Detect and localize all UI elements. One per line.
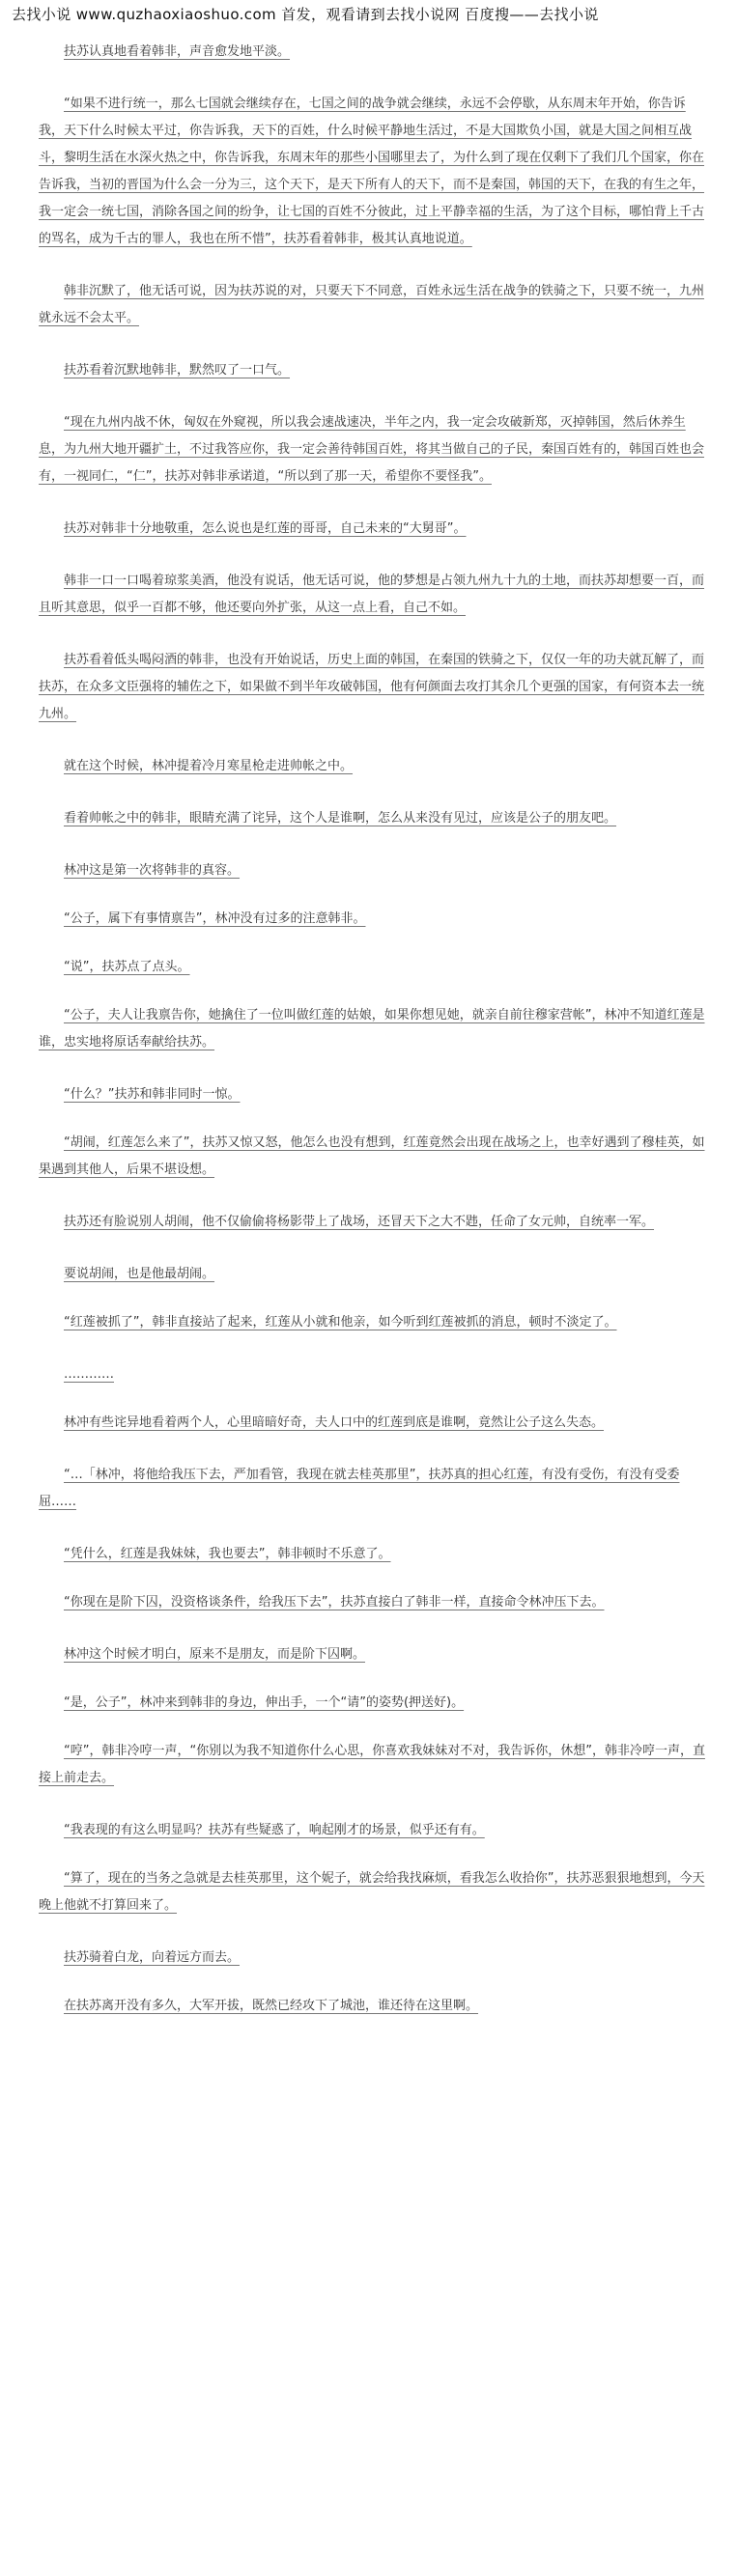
paragraph: “什么？”扶苏和韩非同时一惊。	[64, 1087, 241, 1102]
paragraph: “你现在是阶下囚，没资格谈条件，给我压下去”，扶苏直接白了韩非一样，直接命令林冲压下去。	[64, 1595, 605, 1610]
paragraph: 扶苏骑着白龙，向着远方而去。	[64, 1950, 241, 1965]
paragraph: “凭什么，红莲是我妹妹，我也要去”，韩非顿时不乐意了。	[64, 1547, 391, 1561]
paragraph: 看着帅帐之中的韩非，眼睛充满了诧异，这个人是谁啊，怎么从来没有见过，应该是公子的朋友吧。	[64, 811, 617, 826]
paragraph: 扶苏看着低头喝闷酒的韩非，也没有开始说话，历史上面的韩国，在秦国的铁骑之下，仅仅一年的功夫就瓦解了，而扶苏，在众多文臣强将的辅佐之下，如果做不到半年攻破韩国，他有何颜面去攻打其余几个更强的国家，有何资本去一统九州。	[39, 653, 705, 721]
paragraph: 扶苏对韩非十分地敬重，怎么说也是红莲的哥哥，自己未来的“大舅哥”。	[64, 521, 467, 536]
paragraph: “现在九州内战不休，匈奴在外窥视，所以我会速战速决，半年之内，我一定会攻破新郑，灭掉韩国，然后休养生息，为九州大地开疆扩土，不过我答应你，我一定会善待韩国百姓，将其当做自己的子民，秦国百姓有的，韩国百姓也会有，一视同仁，“仁”，扶苏对韩非承诺道，“所以到了那一天，希望你不要怪我”。	[39, 415, 705, 484]
paragraph: 要说胡闹，也是他最胡闹。	[64, 1267, 215, 1281]
paragraph: “哼”，韩非冷哼一声，“你别以为我不知道你什么心思，你喜欢我妹妹对不对，我告诉你，休想”，韩非冷哼一声，直接上前走去。	[39, 1744, 705, 1785]
paragraph: 在扶苏离开没有多久，大军开拔，既然已经攻下了城池，谁还待在这里啊。	[64, 1999, 479, 2013]
paragraph: “红莲被抓了”，韩非直接站了起来，红莲从小就和他亲，如今听到红莲被抓的消息，顿时不淡定了。	[64, 1315, 617, 1330]
paragraph: 林冲有些诧异地看着两个人，心里暗暗好奇，夫人口中的红莲到底是谁啊，竟然让公子这么失态。	[64, 1415, 605, 1430]
paragraph: 扶苏认真地看着韩非，声音愈发地平淡。	[64, 44, 291, 59]
paragraph: “公子，夫人让我禀告你，她擒住了一位叫做红莲的姑娘，如果你想见她，就亲自前往穆家营帐”，林冲不知道红莲是谁，忠实地将原话奉献给扶苏。	[39, 1008, 705, 1050]
paragraph: “是，公子”，林冲来到韩非的身边，伸出手，一个“请”的姿势(押送好)。	[64, 1695, 465, 1710]
paragraph: 林冲这个时候才明白，原来不是朋友，而是阶下囚啊。	[64, 1647, 366, 1662]
paragraph: 林冲这是第一次将韩非的真容。	[64, 863, 241, 878]
paragraph: “公子，属下有事情禀告”，林冲没有过多的注意韩非。	[64, 911, 366, 926]
paragraph: 扶苏还有脸说别人胡闹，他不仅偷偷将杨影带上了战场，还冒天下之大不韪，任命了女元帅，自统率一军。	[64, 1215, 655, 1229]
paragraph: 韩非沉默了，他无话可说，因为扶苏说的对，只要天下不同意，百姓永远生活在战争的铁骑之下，只要不统一，九州就永远不会太平。	[39, 284, 705, 325]
paragraph: “如果不进行统一，那么七国就会继续存在，七国之间的战争就会继续，永远不会停歇，从东周末年开始，你告诉我，天下什么时候太平过，你告诉我，天下的百姓，什么时候平静地生活过，不是大国欺负小国，就是大国之间相互战斗，黎明生活在水深火热之中，你告诉我，东周末年的那些小国哪里去了，为什么到了现在仅剩下了我们几个国家，你在告诉我，当初的晋国为什么会一分为三，这个天下，是天下所有人的天下，而不是秦国，韩国的天下，在我的有生之年，我一定会一统七国，消除各国之间的纷争，让七国的百姓不分彼此，过上平静幸福的生活，为了这个目标，哪怕背上千古的骂名，成为千古的罪人，我也在所不惜”，扶苏看着韩非，极其认真地说道。	[39, 97, 705, 246]
paragraph: 就在这个时候，林冲提着冷月寒星枪走进帅帐之中。	[64, 759, 354, 773]
paragraph: “说”，扶苏点了点头。	[64, 960, 190, 974]
paragraph: …………	[64, 1367, 114, 1382]
paragraph: 韩非一口一口喝着琼浆美酒，他没有说话，他无话可说，他的梦想是占领九州九十九的土地，而扶苏却想要一百，而且听其意思，似乎一百都不够，他还要向外扩张，从这一点上看，自己不如。	[39, 574, 705, 615]
paragraph: “…「林冲，将他给我压下去，严加看管，我现在就去桂英那里”，扶苏真的担心红莲，有没有受伤，有没有受委屈……	[39, 1468, 680, 1509]
chapter-body	[39, 39, 705, 2045]
paragraph: 扶苏看着沉默地韩非，默然叹了一口气。	[64, 363, 291, 378]
paragraph: “胡闹，红莲怎么来了”，扶苏又惊又怒，他怎么也没有想到，红莲竟然会出现在战场之上，也幸好遇到了穆桂英，如果遇到其他人，后果不堪设想。	[39, 1135, 705, 1177]
paragraph: “算了，现在的当务之急就是去桂英那里，这个妮子，就会给我找麻烦，看我怎么收拾你”，扶苏恶狠狠地想到，今天晚上他就不打算回来了。	[39, 1871, 705, 1913]
site-header: 去找小说 www.quzhaoxiaoshuo.com 首发，观看请到去找小说网 百度搜——去找小说	[12, 6, 599, 23]
paragraph: “我表现的有这么明显吗？扶苏有些疑惑了，响起刚才的场景，似乎还有有。	[64, 1823, 485, 1837]
